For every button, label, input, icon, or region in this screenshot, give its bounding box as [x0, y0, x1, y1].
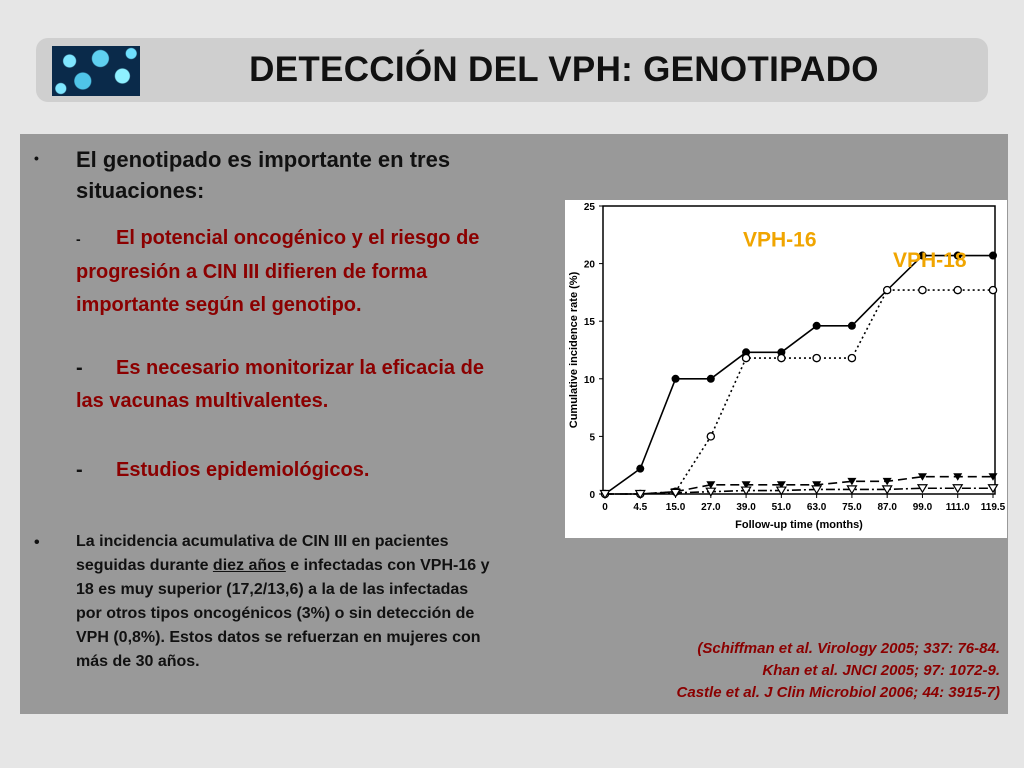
content-panel	[20, 134, 1008, 714]
series-label-vph16: VPH-16	[743, 228, 817, 252]
data-point	[672, 375, 680, 383]
paragraph-text: e infectadas con VPH-16 y 18 es muy superior (17,2/13,6) a la de las infectadas por otros tipos oncogénicos (3%) o sin detección de VPH (0,8%). Estos datos se refuerzan en mujeres con más de 30 años.	[76, 557, 490, 670]
reference-line: (Schiffman et al. Virology 2005; 337: 76-84.	[697, 640, 1000, 657]
dash-icon: -	[76, 231, 81, 247]
sub-bullet-vaccines	[76, 352, 516, 418]
x-tick-label: 39.0	[736, 502, 756, 513]
x-tick-label: 111.0	[945, 502, 970, 513]
series-line-2	[605, 290, 993, 494]
slide-title: DETECCIÓN DEL VPH: GENOTIPADO	[249, 50, 879, 89]
x-tick-label: 63.0	[806, 502, 827, 513]
data-point	[778, 354, 785, 361]
y-axis-label: Cumulative incidence rate (%)	[568, 271, 580, 429]
x-tick-label: 51.0	[771, 502, 792, 513]
virus-image	[52, 46, 140, 96]
sub-bullet-text: El potencial oncogénico y el riesgo de progresión a CIN III difieren de forma importante según el genotipo.	[76, 227, 480, 316]
data-point	[707, 375, 715, 383]
data-point	[989, 286, 996, 293]
data-point	[707, 433, 714, 440]
x-axis-label: Follow-up time (months)	[735, 519, 863, 531]
data-point	[813, 354, 820, 361]
data-point	[884, 286, 891, 293]
x-tick-label: 4.5	[633, 502, 648, 513]
x-tick-label: 99.0	[912, 502, 933, 513]
data-point	[742, 354, 749, 361]
series-line-3	[605, 477, 993, 494]
reference-line: Castle et al. J Clin Microbiol 2006; 44: 3915-7)	[676, 684, 1000, 701]
sub-bullet-text: Es necesario monitorizar la eficacia de las vacunas multivalentes.	[76, 357, 484, 412]
y-tick-label: 0	[589, 490, 595, 501]
series-label-vph18: VPH-18	[893, 249, 967, 273]
data-point	[954, 286, 961, 293]
data-point	[848, 354, 855, 361]
dash-icon: -	[76, 459, 83, 481]
x-tick-label: 75.0	[842, 502, 862, 513]
x-tick-label: 15.0	[665, 502, 686, 513]
data-point	[636, 465, 644, 473]
chart-svg	[565, 200, 1007, 538]
y-tick-label: 20	[583, 259, 595, 271]
data-point	[989, 252, 997, 260]
title-bar	[36, 38, 988, 102]
incidence-chart	[565, 200, 1007, 538]
y-tick-label: 25	[583, 202, 595, 213]
sub-bullet-oncogenic	[76, 222, 516, 322]
underlined-text: diez años	[212, 557, 286, 574]
sub-bullet-epidemiology	[76, 454, 516, 487]
y-tick-label: 10	[583, 374, 595, 386]
bullet-dot-icon: •	[34, 150, 39, 166]
sub-bullet-text: Estudios epidemiológicos.	[116, 459, 370, 481]
x-tick-label: 87.0	[877, 502, 897, 513]
reference-line: Khan et al. JNCI 2005; 97: 1072-9.	[762, 662, 1000, 679]
bullet-main-text: El genotipado es importante en tres situaciones:	[76, 147, 451, 203]
data-point	[848, 322, 856, 330]
series-line-4	[605, 488, 993, 494]
data-point	[919, 286, 926, 293]
y-tick-label: 5	[589, 432, 595, 444]
x-tick-label: 27.0	[701, 502, 721, 513]
data-point	[989, 485, 998, 493]
series-line-1	[605, 256, 993, 494]
data-point	[953, 485, 962, 493]
x-tick-label: 119.5	[980, 502, 1006, 513]
x-tick-label: 0	[602, 502, 608, 513]
data-point	[813, 322, 821, 330]
dash-icon: -	[76, 357, 83, 379]
incidence-paragraph	[76, 530, 496, 674]
bullet-dot-icon: •	[34, 534, 40, 551]
y-tick-label: 15	[583, 317, 595, 329]
paragraph-text: La incidencia acumulativa de CIN III en pacientes seguidas durante	[76, 533, 449, 574]
references	[560, 638, 1000, 704]
